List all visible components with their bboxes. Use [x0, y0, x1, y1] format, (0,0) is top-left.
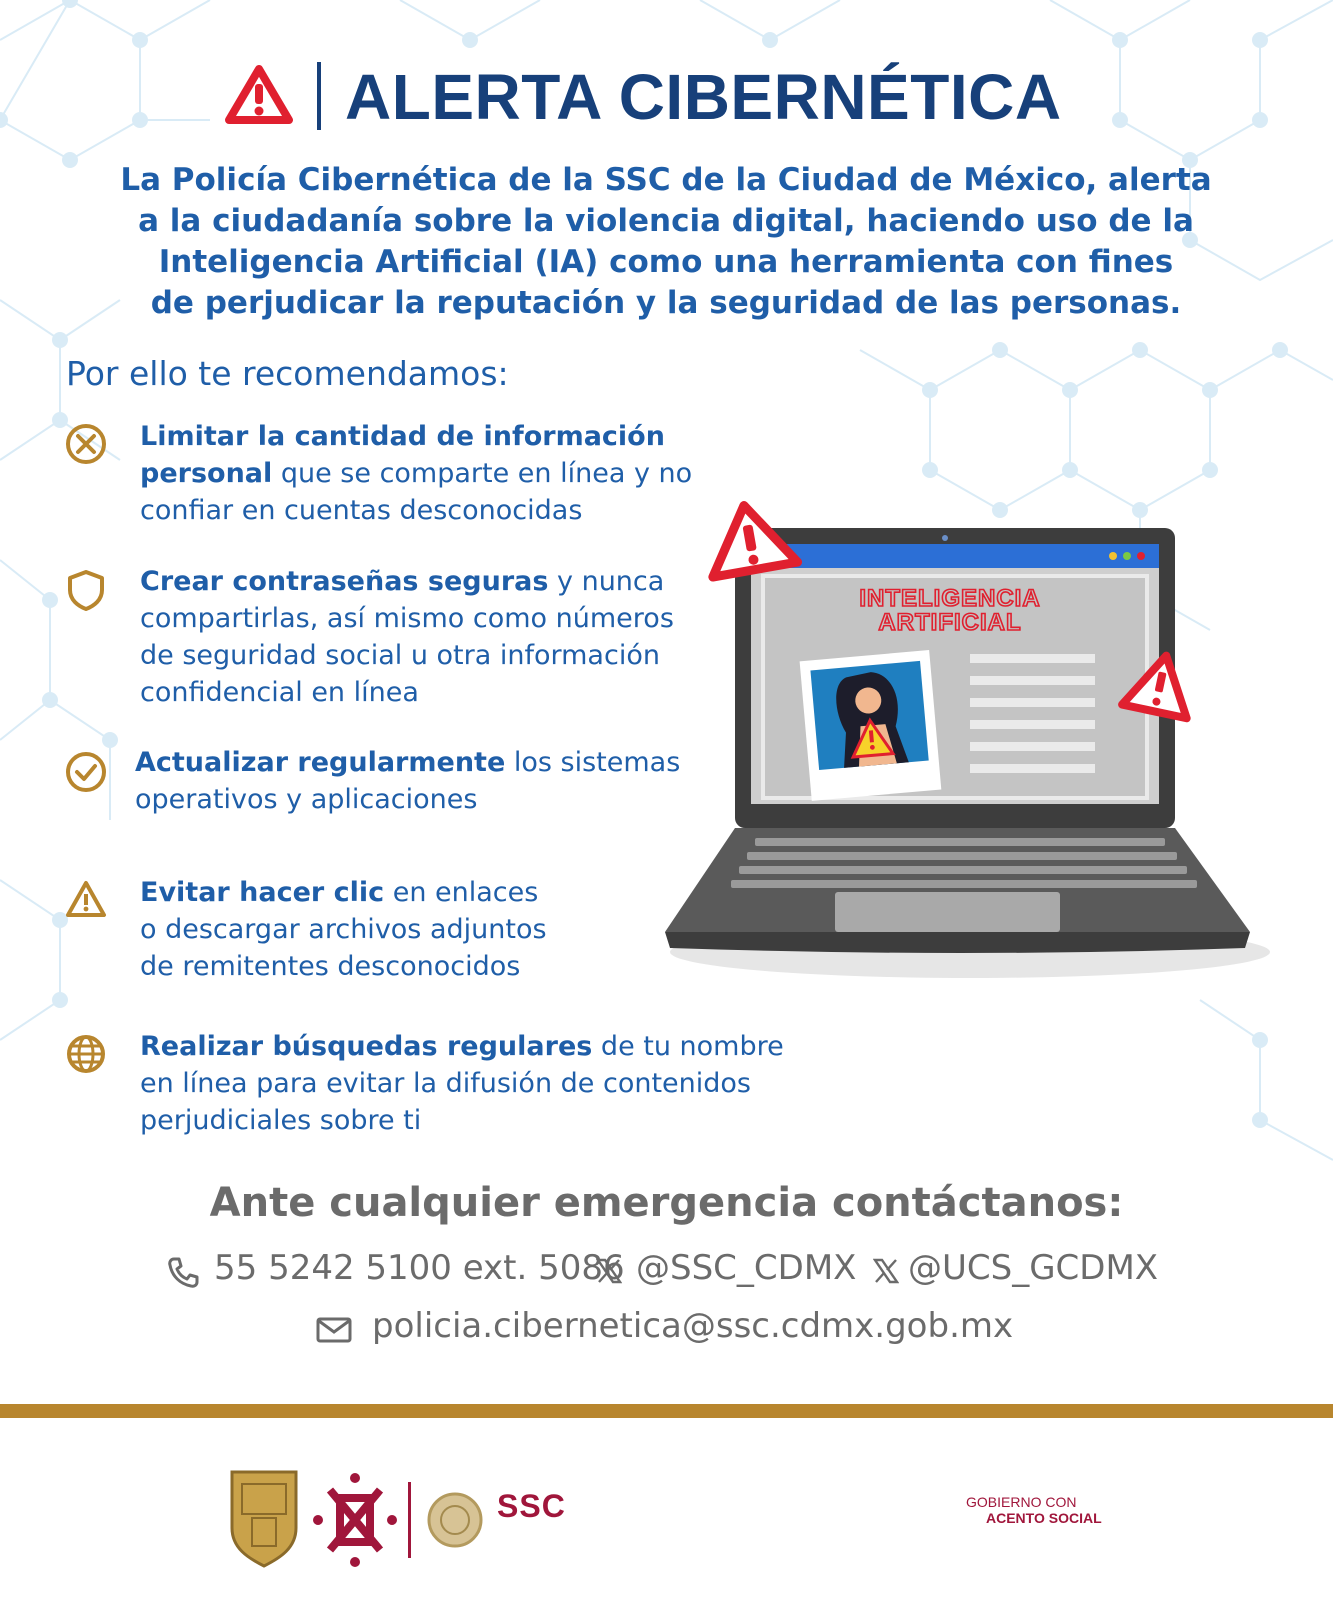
recommendation-1 [140, 418, 692, 529]
rec-bold: Realizar búsquedas regulares [140, 1031, 593, 1062]
page-title: ALERTA CIBERNÉTICA [345, 61, 1062, 133]
rec-text: operativos y aplicaciones [135, 784, 478, 815]
header [0, 62, 1333, 132]
rec-text: en enlaces [384, 877, 539, 908]
footer-gold-bar [0, 1404, 1333, 1418]
rec-bold: Evitar hacer clic [140, 877, 385, 908]
contact-x-ssc[interactable]: @SSC_CDMX [636, 1248, 857, 1288]
intro-line: de perjudicar la reputación y la seguridad de las personas. [150, 285, 1182, 321]
shield-icon [64, 568, 108, 612]
globe-icon [64, 1032, 108, 1076]
intro-line: La Policía Cibernética de la SSC de la Ciudad de México, alerta [120, 162, 1212, 198]
cdmx-shield-logo [232, 1472, 296, 1566]
rec-bold: Crear contraseñas seguras [140, 566, 549, 597]
gobierno-cdmx-logo [313, 1473, 397, 1567]
laptop-illustration [665, 500, 1285, 1000]
screen-title-line2: ARTIFICIAL [878, 609, 1022, 636]
rec-bold: Limitar la cantidad de información [140, 421, 665, 452]
rec-text: que se comparte en línea y no [272, 458, 693, 489]
rec-text: de tu nombre [592, 1031, 784, 1062]
contact-x-ucs[interactable]: @UCS_GCDMX [908, 1248, 1159, 1288]
rec-text: confiar en cuentas desconocidas [140, 495, 583, 526]
recommendation-2 [140, 563, 674, 711]
rec-text: compartirlas, así mismo como números [140, 603, 674, 634]
contact-email[interactable]: policia.cibernetica@ssc.cdmx.gob.mx [372, 1306, 1014, 1346]
intro-paragraph [66, 160, 1266, 324]
contact-heading: Ante cualquier emergencia contáctanos: [209, 1180, 1124, 1226]
check-circle-icon [64, 750, 108, 794]
recommendation-4 [140, 874, 547, 985]
x-logo-icon [596, 1258, 622, 1284]
contact-phone[interactable]: 55 5242 5100 ext. 5086 [214, 1248, 625, 1288]
intro-line: a la ciudadanía sobre la violencia digital, haciendo uso de la [138, 203, 1194, 239]
warning-triangle-icon [224, 64, 294, 126]
rec-text: en línea para evitar la difusión de contenidos [140, 1068, 751, 1099]
phone-icon [166, 1256, 200, 1290]
header-divider [317, 62, 321, 130]
mail-icon [316, 1316, 352, 1344]
screen-title-line1: INTELIGENCIA [859, 585, 1041, 612]
rec-bold: Actualizar regularmente [135, 747, 506, 778]
rec-text: y nunca [548, 566, 665, 597]
recommendation-3 [135, 744, 680, 818]
gobierno-acento-line1: GOBIERNO CON [966, 1494, 1077, 1510]
rec-text: o descargar archivos adjuntos [140, 914, 547, 945]
rec-text: de remitentes desconocidos [140, 951, 521, 982]
recommendation-5 [140, 1028, 784, 1139]
rec-text: perjudiciales sobre ti [140, 1105, 422, 1136]
rec-text: de seguridad social u otra información [140, 640, 660, 671]
ssc-logo-text: SSC [497, 1488, 566, 1524]
warning-icon [64, 878, 108, 922]
ssc-seal-logo [429, 1494, 481, 1546]
rec-text: los sistemas [505, 747, 681, 778]
x-logo-icon [873, 1258, 899, 1284]
intro-line: Inteligencia Artificial (IA) como una herramienta con fines [158, 244, 1174, 280]
rec-text: confidencial en línea [140, 677, 419, 708]
circle-x-icon [64, 422, 108, 466]
gobierno-acento-line2: ACENTO SOCIAL [986, 1510, 1102, 1526]
recommendations-heading: Por ello te recomendamos: [66, 354, 509, 393]
rec-bold: personal [140, 458, 273, 489]
